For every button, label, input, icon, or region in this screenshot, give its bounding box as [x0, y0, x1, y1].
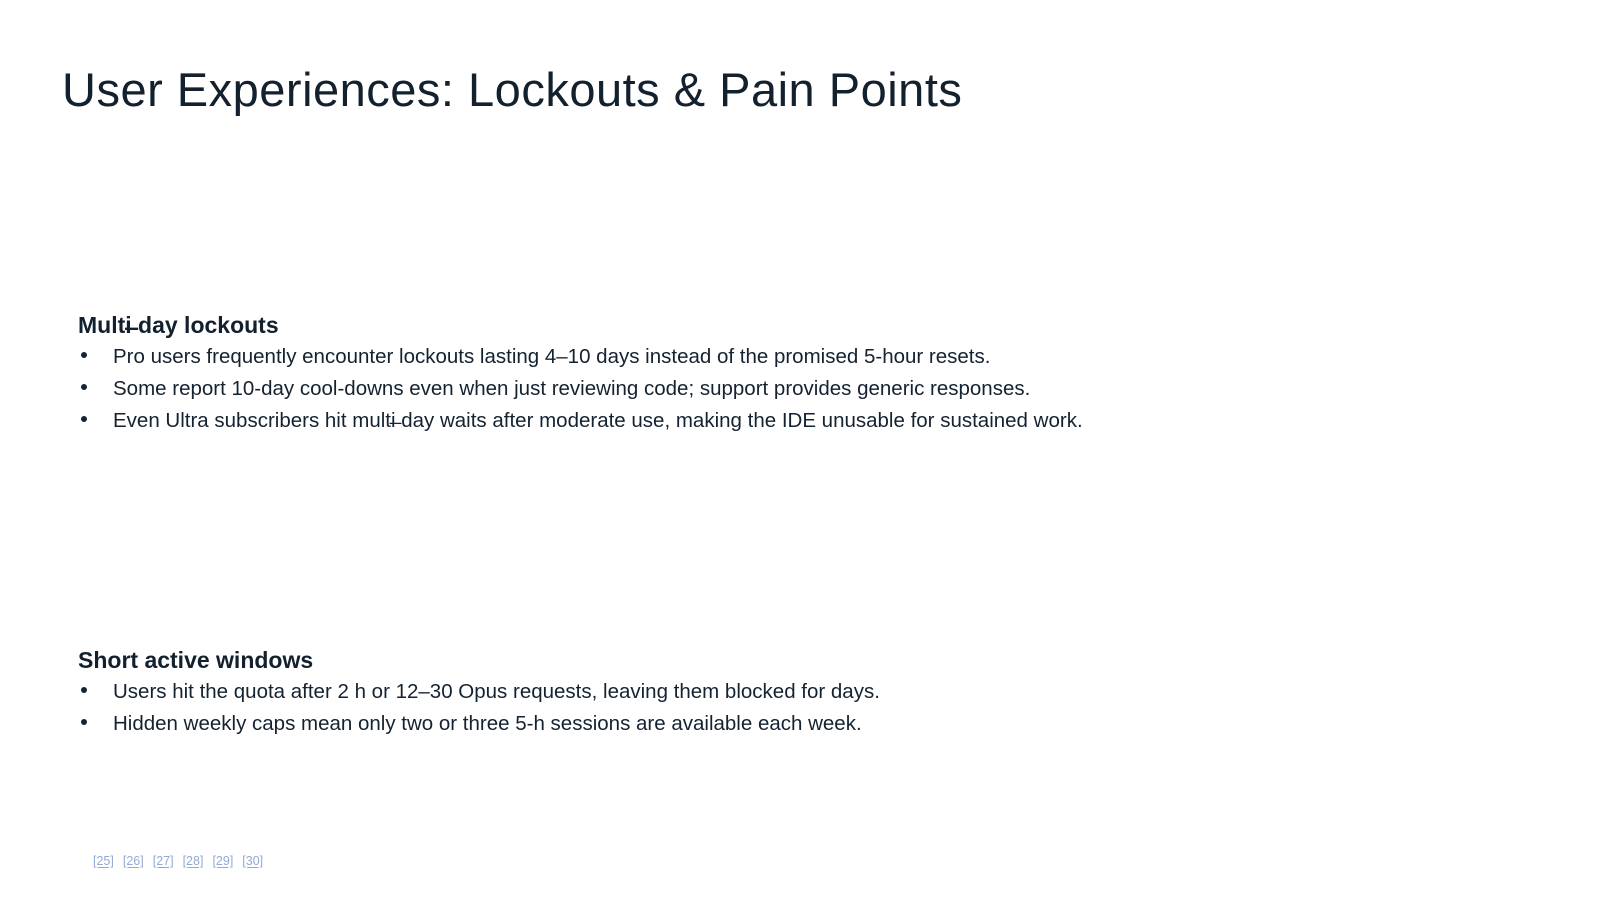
slide-title: User Experiences: Lockouts & Pain Points [62, 63, 963, 116]
bullet-item [78, 341, 1478, 373]
bullet-icon [81, 416, 87, 422]
bullet-text: Hidden weekly caps mean only two or three 5-h sessions are available each week. [113, 712, 862, 735]
citation-link-26[interactable]: [26] [122, 854, 144, 868]
citation-link-28[interactable]: [28] [182, 854, 204, 868]
bullet-list [78, 676, 1478, 740]
bullet-item [78, 676, 1478, 708]
citation-link-29[interactable]: [29] [212, 854, 234, 868]
bullet-icon [81, 352, 87, 358]
bullet-icon [81, 687, 87, 693]
citation-link-27[interactable]: [27] [152, 854, 174, 868]
section-heading-short-active-windows: Short active windows [78, 647, 314, 673]
bullet-text: Some report 10-day cool-downs even when just reviewing code; support provides generic responses. [113, 377, 1031, 400]
bullet-list [78, 341, 1478, 437]
section-short-active-windows [78, 644, 1478, 740]
bullet-item [78, 708, 1478, 740]
bullet-text: Pro users frequently encounter lockouts lasting 4–10 days instead of the promised 5-hour resets. [113, 345, 991, 368]
bullet-item [78, 373, 1478, 405]
bullet-icon [81, 719, 87, 725]
bullet-icon [81, 384, 87, 390]
section-heading-multi-day-lockouts: Multi̶ day lockouts [78, 312, 279, 338]
citation-links [93, 854, 263, 868]
bullet-item [78, 405, 1478, 437]
citation-link-25[interactable]: [25] [93, 854, 114, 868]
citation-link-30[interactable]: [30] [242, 854, 264, 868]
section-multi-day-lockouts [78, 309, 1478, 437]
bullet-text: Users hit the quota after 2 h or 12–30 Opus requests, leaving them blocked for days. [113, 680, 880, 703]
bullet-text: Even Ultra subscribers hit multi̶ day waits after moderate use, making the IDE unusable for sustained work. [113, 409, 1083, 432]
